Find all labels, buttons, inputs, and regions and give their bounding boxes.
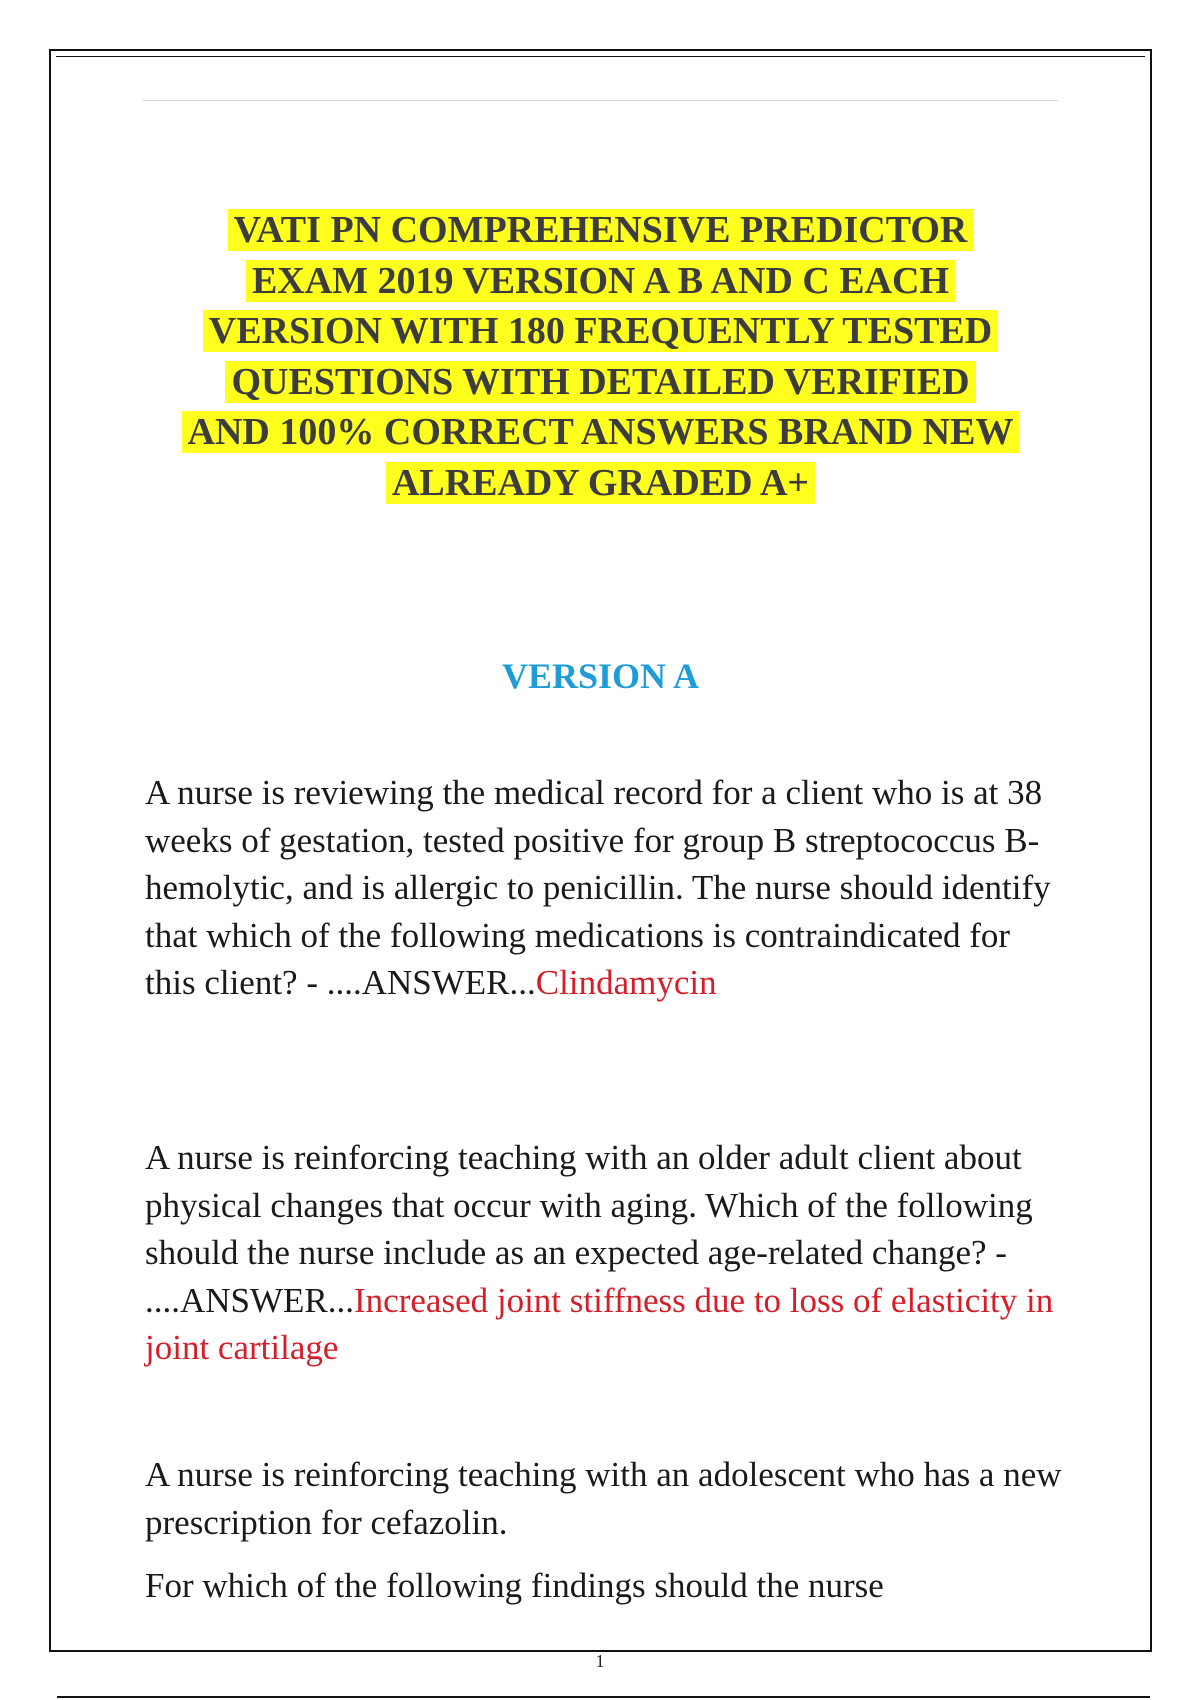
header-rule xyxy=(143,100,1058,101)
page-number: 1 xyxy=(595,1651,605,1671)
title-line: AND 100% CORRECT ANSWERS BRAND NEW xyxy=(182,411,1020,453)
title-line: VATI PN COMPREHENSIVE PREDICTOR xyxy=(228,209,974,251)
question-text: A nurse is reviewing the medical record for a client who is at 38 weeks of gestation, tested positive for group B streptococcus B-hemolytic, and is allergic to penicillin. The nurse should identify that which of the following medications is contraindicated for this client? - ....ANSWER... xyxy=(145,773,1051,1002)
question-item xyxy=(145,1134,1065,1372)
page-border-top-rule xyxy=(56,56,1145,57)
question-text: A nurse is reinforcing teaching with an older adult client about physical changes that occur with aging. Which of the following should the nurse include as an expected age-related change? - ....ANSWER... xyxy=(145,1138,1033,1320)
question-text: A nurse is reinforcing teaching with an adolescent who has a new prescription for cefazolin. xyxy=(145,1455,1062,1542)
question-item xyxy=(145,769,1065,1007)
question-item xyxy=(145,1451,1065,1610)
question-answer: Increased joint stiffness due to loss of elasticity in joint cartilage xyxy=(145,1280,1054,1367)
title-line: VERSION WITH 180 FREQUENTLY TESTED xyxy=(203,310,998,352)
question-answer: Clindamycin xyxy=(535,963,717,1002)
title-line: ALREADY GRADED A+ xyxy=(386,462,815,504)
question-continuation: For which of the following findings should the nurse xyxy=(145,1566,884,1605)
section-heading: VERSION A xyxy=(501,656,700,696)
title-line: EXAM 2019 VERSION A B AND C EACH xyxy=(246,260,955,302)
document-title xyxy=(143,205,1058,508)
footer-rule xyxy=(57,1696,1150,1698)
title-line: QUESTIONS WITH DETAILED VERIFIED xyxy=(225,361,975,403)
